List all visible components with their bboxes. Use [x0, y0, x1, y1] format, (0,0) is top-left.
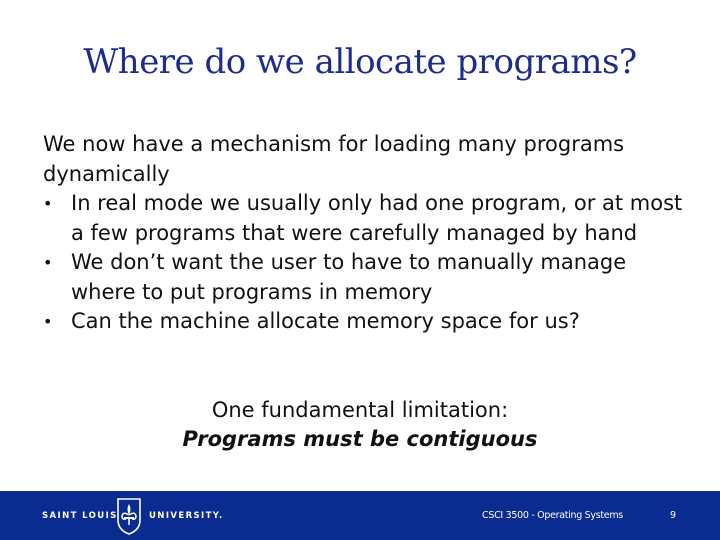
course-label: CSCI 3500 - Operating Systems: [482, 510, 623, 521]
slide-body: [43, 130, 693, 337]
bullet-text: Can the machine allocate memory space for us?: [71, 309, 580, 333]
logo-word-right: UNIVERSITY.: [149, 511, 224, 521]
logo-word-left: SAINT LOUIS: [42, 511, 118, 521]
fleur-de-lis-shield-icon: [115, 494, 143, 536]
bullet-list: [43, 189, 693, 337]
callout: [0, 396, 720, 454]
bullet-item: [43, 189, 693, 248]
university-logo: [42, 491, 242, 540]
intro-text: We now have a mechanism for loading many programs dynamically: [43, 132, 625, 186]
bullet-marker-icon: •: [43, 253, 53, 272]
footer-bar: [0, 491, 720, 540]
bullet-item: [43, 307, 693, 337]
bullet-text: In real mode we usually only had one program, or at most a few programs that were carefully managed by hand: [71, 191, 683, 245]
callout-emphasis: Programs must be contiguous: [182, 427, 538, 451]
bullet-text: We don’t want the user to have to manually manage where to put programs in memory: [71, 250, 627, 304]
page-number: 9: [669, 510, 677, 521]
callout-line: One fundamental limitation:: [211, 398, 509, 422]
bullet-marker-icon: •: [43, 194, 53, 213]
bullet-item: [43, 248, 693, 307]
slide-title: Where do we allocate programs?: [83, 42, 637, 82]
bullet-marker-icon: •: [43, 312, 53, 331]
